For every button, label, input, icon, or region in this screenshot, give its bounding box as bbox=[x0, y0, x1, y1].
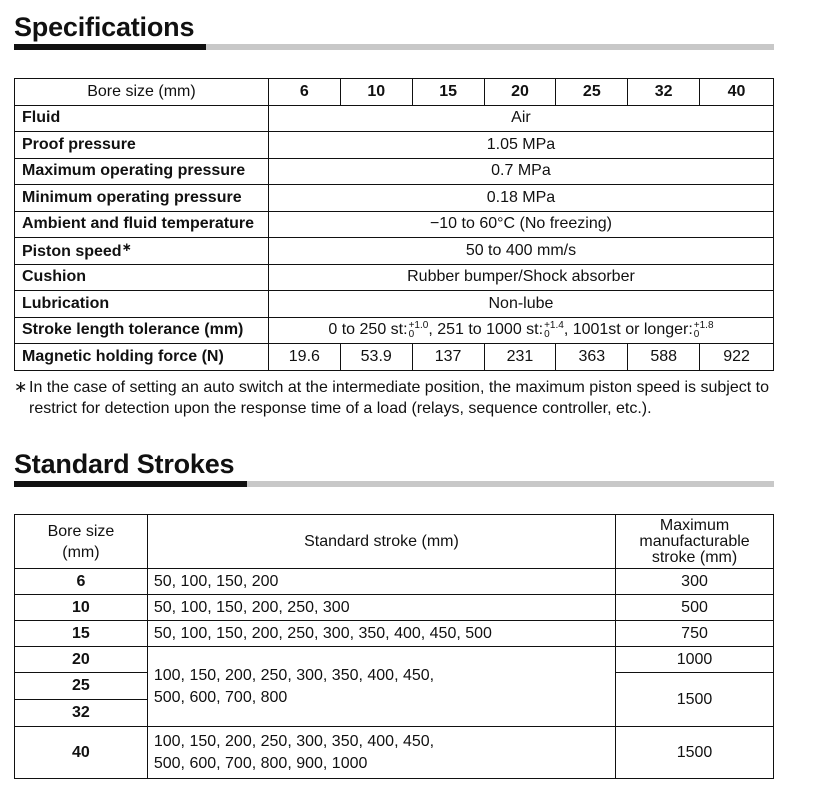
standard-strokes-heading: Standard Strokes bbox=[14, 449, 235, 479]
strokes-row-20 bbox=[15, 647, 774, 673]
strokes-header-stroke: Standard stroke (mm) bbox=[147, 515, 615, 569]
spec-header-row bbox=[15, 79, 774, 106]
spec-label-cushion: Cushion bbox=[15, 264, 269, 291]
spec-label-lubrication: Lubrication bbox=[15, 291, 269, 318]
specifications-table bbox=[14, 78, 774, 371]
bore-col-10: 10 bbox=[340, 79, 412, 106]
magnetic-value-25: 363 bbox=[556, 344, 628, 371]
strokes-bore-20: 20 bbox=[15, 647, 148, 673]
bore-col-32: 32 bbox=[628, 79, 700, 106]
bore-col-25: 25 bbox=[556, 79, 628, 106]
bore-col-40: 40 bbox=[700, 79, 774, 106]
spec-value-cushion: Rubber bumper/Shock absorber bbox=[268, 264, 773, 291]
strokes-list-40-line1: 100, 150, 200, 250, 300, 350, 400, 450, bbox=[153, 732, 435, 750]
spec-row-stroke-tolerance bbox=[15, 317, 774, 344]
strokes-header-bore: Bore size (mm) bbox=[15, 515, 148, 569]
spec-row-piston-speed bbox=[15, 238, 774, 265]
strokes-list-20-32-line2: 500, 600, 700, 800 bbox=[153, 688, 288, 706]
strokes-max-15: 750 bbox=[616, 621, 774, 647]
tolerance-3 bbox=[694, 321, 714, 339]
magnetic-value-40: 922 bbox=[700, 344, 774, 371]
strokes-bore-40: 40 bbox=[15, 727, 148, 779]
piston-speed-label-text: Piston speed bbox=[22, 243, 122, 261]
tolerance-2 bbox=[544, 321, 564, 339]
spec-row-temperature bbox=[15, 211, 774, 238]
spec-row-proof-pressure bbox=[15, 132, 774, 159]
spec-label-magnetic-force: Magnetic holding force (N) bbox=[15, 344, 269, 371]
spec-label-max-pressure: Maximum operating pressure bbox=[15, 158, 269, 185]
tolerance-range-1: 0 to 250 st: bbox=[328, 321, 408, 339]
strokes-list-20-32-line1: 100, 150, 200, 250, 300, 350, 400, 450, bbox=[153, 666, 435, 684]
tolerance-3-lower: 0 bbox=[693, 329, 700, 341]
strokes-row-6 bbox=[15, 569, 774, 595]
spec-row-magnetic-force bbox=[15, 344, 774, 371]
strokes-bore-32: 32 bbox=[15, 700, 148, 727]
standard-strokes-table bbox=[14, 514, 774, 779]
magnetic-value-20: 231 bbox=[484, 344, 556, 371]
strokes-list-20-32 bbox=[147, 647, 615, 727]
tolerance-1-lower: 0 bbox=[408, 329, 415, 341]
spec-value-max-pressure: 0.7 MPa bbox=[268, 158, 773, 185]
spec-label-stroke-tolerance: Stroke length tolerance (mm) bbox=[15, 317, 269, 344]
strokes-list-15: 50, 100, 150, 200, 250, 300, 350, 400, 450, 500 bbox=[147, 621, 615, 647]
spec-value-stroke-tolerance bbox=[268, 317, 773, 344]
tolerance-range-2: , 251 to 1000 st: bbox=[428, 321, 544, 339]
piston-speed-asterisk: ∗ bbox=[121, 240, 132, 255]
magnetic-value-32: 588 bbox=[628, 344, 700, 371]
strokes-max-40: 1500 bbox=[616, 727, 774, 779]
strokes-bore-10: 10 bbox=[15, 595, 148, 621]
strokes-list-40-line2: 500, 600, 700, 800, 900, 1000 bbox=[153, 754, 368, 772]
bore-col-20: 20 bbox=[484, 79, 556, 106]
strokes-max-25-32: 1500 bbox=[616, 673, 774, 727]
standard-strokes-rule bbox=[14, 481, 774, 487]
footnote-text: In the case of setting an auto switch at the intermediate position, the maximum piston speed is subject to restrict for detection upon the response time of a load (relays, sequence controller, etc.). bbox=[29, 379, 769, 417]
strokes-list-6: 50, 100, 150, 200 bbox=[147, 569, 615, 595]
piston-speed-footnote bbox=[14, 377, 776, 419]
spec-value-proof-pressure: 1.05 MPa bbox=[268, 132, 773, 159]
tolerance-2-upper: +1.4 bbox=[544, 320, 564, 332]
strokes-list-40 bbox=[147, 727, 615, 779]
spec-label-fluid: Fluid bbox=[15, 105, 269, 132]
strokes-header-max: Maximum manufacturable stroke (mm) bbox=[616, 515, 774, 569]
strokes-header-row bbox=[15, 515, 774, 569]
spec-label-min-pressure: Minimum operating pressure bbox=[15, 185, 269, 212]
footnote-mark: ∗ bbox=[14, 379, 28, 396]
spec-row-cushion bbox=[15, 264, 774, 291]
spec-row-max-pressure bbox=[15, 158, 774, 185]
magnetic-value-15: 137 bbox=[412, 344, 484, 371]
spec-row-fluid bbox=[15, 105, 774, 132]
tolerance-range-3: , 1001st or longer: bbox=[563, 321, 693, 339]
tolerance-1-upper: +1.0 bbox=[408, 320, 429, 332]
spec-value-temperature: −10 to 60°C (No freezing) bbox=[268, 211, 773, 238]
bore-col-15: 15 bbox=[412, 79, 484, 106]
specifications-rule bbox=[14, 44, 774, 50]
strokes-list-10: 50, 100, 150, 200, 250, 300 bbox=[147, 595, 615, 621]
strokes-max-10: 500 bbox=[616, 595, 774, 621]
spec-label-proof-pressure: Proof pressure bbox=[15, 132, 269, 159]
tolerance-3-upper: +1.8 bbox=[693, 320, 714, 332]
spec-value-piston-speed: 50 to 400 mm/s bbox=[268, 238, 773, 265]
strokes-max-6: 300 bbox=[616, 569, 774, 595]
strokes-row-15 bbox=[15, 621, 774, 647]
strokes-bore-15: 15 bbox=[15, 621, 148, 647]
bore-size-header: Bore size (mm) bbox=[15, 79, 269, 106]
magnetic-value-6: 19.6 bbox=[268, 344, 340, 371]
strokes-bore-25: 25 bbox=[15, 673, 148, 700]
spec-label-temperature: Ambient and fluid temperature bbox=[15, 211, 269, 238]
spec-value-min-pressure: 0.18 MPa bbox=[268, 185, 773, 212]
tolerance-2-lower: 0 bbox=[544, 329, 550, 341]
magnetic-value-10: 53.9 bbox=[340, 344, 412, 371]
specifications-heading: Specifications bbox=[14, 12, 195, 42]
spec-label-piston-speed bbox=[15, 238, 269, 265]
strokes-row-10 bbox=[15, 595, 774, 621]
bore-col-6: 6 bbox=[268, 79, 340, 106]
strokes-row-40 bbox=[15, 727, 774, 779]
tolerance-1 bbox=[409, 321, 429, 339]
strokes-bore-6: 6 bbox=[15, 569, 148, 595]
spec-value-lubrication: Non-lube bbox=[268, 291, 773, 318]
spec-value-fluid: Air bbox=[268, 105, 773, 132]
spec-row-lubrication bbox=[15, 291, 774, 318]
strokes-max-20: 1000 bbox=[616, 647, 774, 673]
spec-row-min-pressure bbox=[15, 185, 774, 212]
